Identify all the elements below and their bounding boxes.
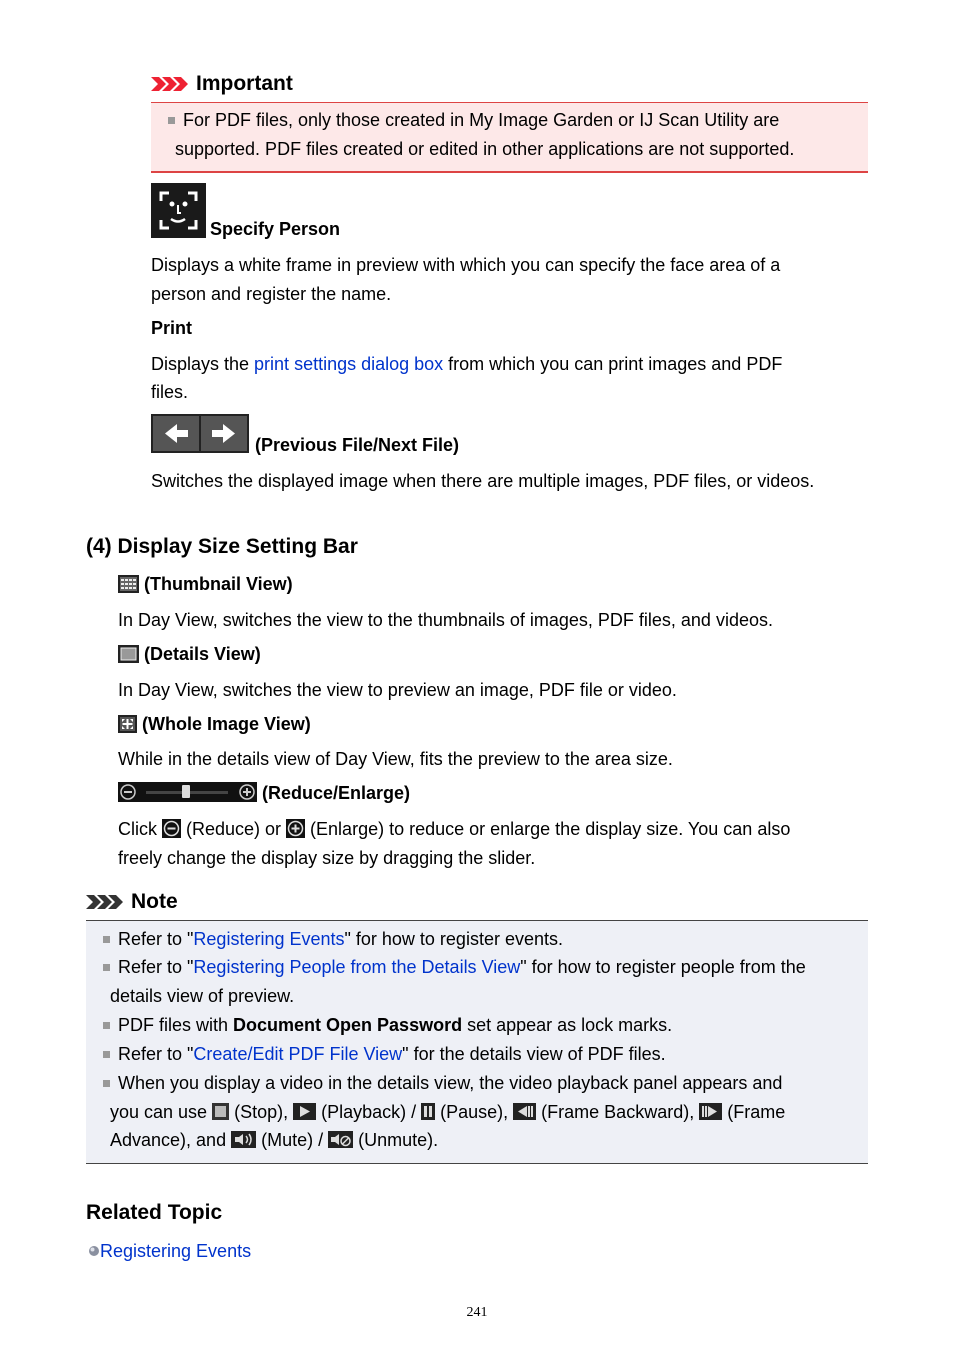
create-edit-pdf-link[interactable]: Create/Edit PDF File View bbox=[193, 1044, 403, 1064]
bullet-icon bbox=[103, 1051, 110, 1058]
specify-person-desc-1: Displays a white frame in preview with which you can specify the face area of a bbox=[151, 255, 781, 275]
note-item-5: When you display a video in the details view, the video playback panel appears and bbox=[103, 1069, 782, 1098]
registering-events-link[interactable]: Registering Events bbox=[193, 929, 345, 949]
unmute-icon bbox=[328, 1131, 353, 1148]
specify-person-title: Specify Person bbox=[210, 219, 341, 239]
enlarge-icon bbox=[286, 819, 305, 838]
print-desc-2: files. bbox=[151, 382, 189, 402]
frame-advance-icon bbox=[699, 1103, 722, 1120]
prev-next-icon bbox=[151, 414, 249, 453]
print-title: Print bbox=[151, 318, 193, 338]
note-item-2-line2: details view of preview. bbox=[110, 986, 295, 1006]
important-title: Important bbox=[196, 72, 293, 95]
note-item-5-line2: you can use (Stop), (Playback) / (Pause), (Frame Backward), (Frame bbox=[110, 1102, 786, 1122]
bullet-circle-icon bbox=[88, 1245, 100, 1257]
pause-icon bbox=[421, 1103, 435, 1120]
note-chevron-icon bbox=[86, 892, 126, 912]
note-item-3: PDF files with Document Open Password set appear as lock marks. bbox=[103, 1011, 672, 1040]
important-chevron-icon bbox=[151, 74, 191, 94]
bullet-icon bbox=[168, 117, 175, 124]
reduce-enlarge-desc-2: freely change the display size by dragging the slider. bbox=[118, 848, 536, 868]
whole-image-view-icon bbox=[118, 715, 137, 733]
thumbnail-view-desc: In Day View, switches the view to the thumbnails of images, PDF files, and videos. bbox=[118, 610, 773, 630]
note-header bbox=[86, 890, 178, 916]
related-registering-events-link[interactable]: Registering Events bbox=[100, 1241, 252, 1261]
bullet-icon bbox=[103, 936, 110, 943]
thumbnail-view-title: (Thumbnail View) bbox=[144, 574, 293, 594]
reduce-enlarge-desc-1: Click (Reduce) or (Enlarge) to reduce or enlarge the display size. You can also bbox=[118, 819, 791, 839]
important-header bbox=[151, 72, 293, 98]
reduce-enlarge-slider-icon bbox=[118, 782, 257, 802]
bullet-icon bbox=[103, 1080, 110, 1087]
details-view-title: (Details View) bbox=[144, 644, 261, 664]
prev-next-desc: Switches the displayed image when there are multiple images, PDF files, or videos. bbox=[151, 471, 815, 491]
related-topic-heading: Related Topic bbox=[86, 1201, 223, 1224]
thumbnail-view-icon bbox=[118, 575, 139, 593]
prev-next-title: (Previous File/Next File) bbox=[255, 435, 460, 455]
specify-person-desc-2: person and register the name. bbox=[151, 284, 392, 304]
mute-icon bbox=[231, 1131, 256, 1148]
related-topic-item bbox=[88, 1237, 251, 1266]
note-item-5-line3: Advance), and (Mute) / (Unmute). bbox=[110, 1130, 439, 1150]
note-item-4: Refer to "Create/Edit PDF File View" for the details view of PDF files. bbox=[103, 1040, 666, 1069]
print-settings-link[interactable]: print settings dialog box bbox=[254, 354, 444, 374]
important-text-line2: supported. PDF files created or edited in other applications are not supported. bbox=[175, 139, 795, 159]
reduce-icon bbox=[162, 819, 181, 838]
reduce-enlarge-title: (Reduce/Enlarge) bbox=[262, 783, 411, 803]
section4-heading: (4) Display Size Setting Bar bbox=[86, 535, 358, 558]
whole-image-view-desc: While in the details view of Day View, fits the preview to the area size. bbox=[118, 749, 673, 769]
note-item-2: Refer to "Registering People from the Details View" for how to register people from the bbox=[103, 953, 806, 982]
playback-icon bbox=[293, 1103, 316, 1120]
note-title: Note bbox=[131, 890, 178, 913]
bullet-icon bbox=[103, 1022, 110, 1029]
print-desc-1: Displays the print settings dialog box from which you can print images and PDF bbox=[151, 354, 783, 374]
details-view-desc: In Day View, switches the view to preview an image, PDF file or video. bbox=[118, 680, 677, 700]
bullet-icon bbox=[103, 964, 110, 971]
page-number: 241 bbox=[466, 1305, 488, 1320]
note-item-1: Refer to "Registering Events" for how to register events. bbox=[103, 925, 563, 954]
important-text-line1: For PDF files, only those created in My Image Garden or IJ Scan Utility are bbox=[168, 106, 779, 135]
stop-icon bbox=[212, 1103, 229, 1120]
specify-person-icon bbox=[151, 183, 206, 238]
registering-people-link[interactable]: Registering People from the Details View bbox=[193, 957, 521, 977]
whole-image-view-title: (Whole Image View) bbox=[142, 714, 311, 734]
details-view-icon bbox=[118, 645, 139, 663]
frame-backward-icon bbox=[513, 1103, 536, 1120]
